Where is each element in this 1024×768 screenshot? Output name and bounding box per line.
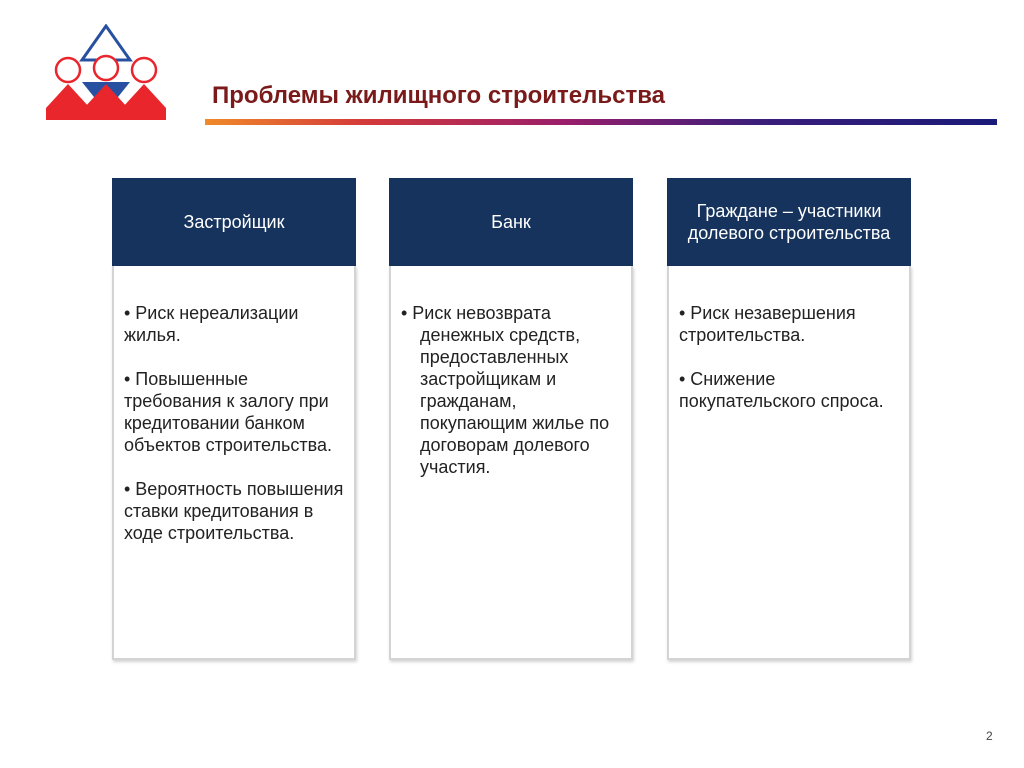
list-item: • Снижение покупательского спроса. [679, 369, 884, 411]
list-item: • Риск незавершения строительства. [679, 303, 856, 345]
list-item: • Риск невозврата денежных средств, предоставленных застройщикам и гражданам, покупающим жилье по договорам долевого участия. [401, 303, 610, 477]
card-body [667, 266, 911, 660]
card-developer [112, 178, 356, 660]
card-header: Застройщик [112, 178, 356, 266]
list-item: • Риск нереализации жилья. [124, 303, 299, 345]
card-body [389, 266, 633, 660]
title-divider [205, 119, 997, 125]
card-header: Граждане – участники долевого строительства [667, 178, 911, 266]
card-bank [389, 178, 633, 660]
list-item: • Вероятность повышения ставки кредитования в ходе строительства. [124, 479, 344, 543]
card-header: Банк [389, 178, 633, 266]
card-body [112, 266, 356, 660]
list-item: • Повышенные требования к залогу при кредитовании банком объектов строительства. [124, 369, 332, 455]
page-number: 2 [986, 729, 993, 743]
card-citizens [667, 178, 911, 660]
people-triangle-logo [44, 24, 182, 126]
page-title: Проблемы жилищного строительства [212, 82, 666, 109]
